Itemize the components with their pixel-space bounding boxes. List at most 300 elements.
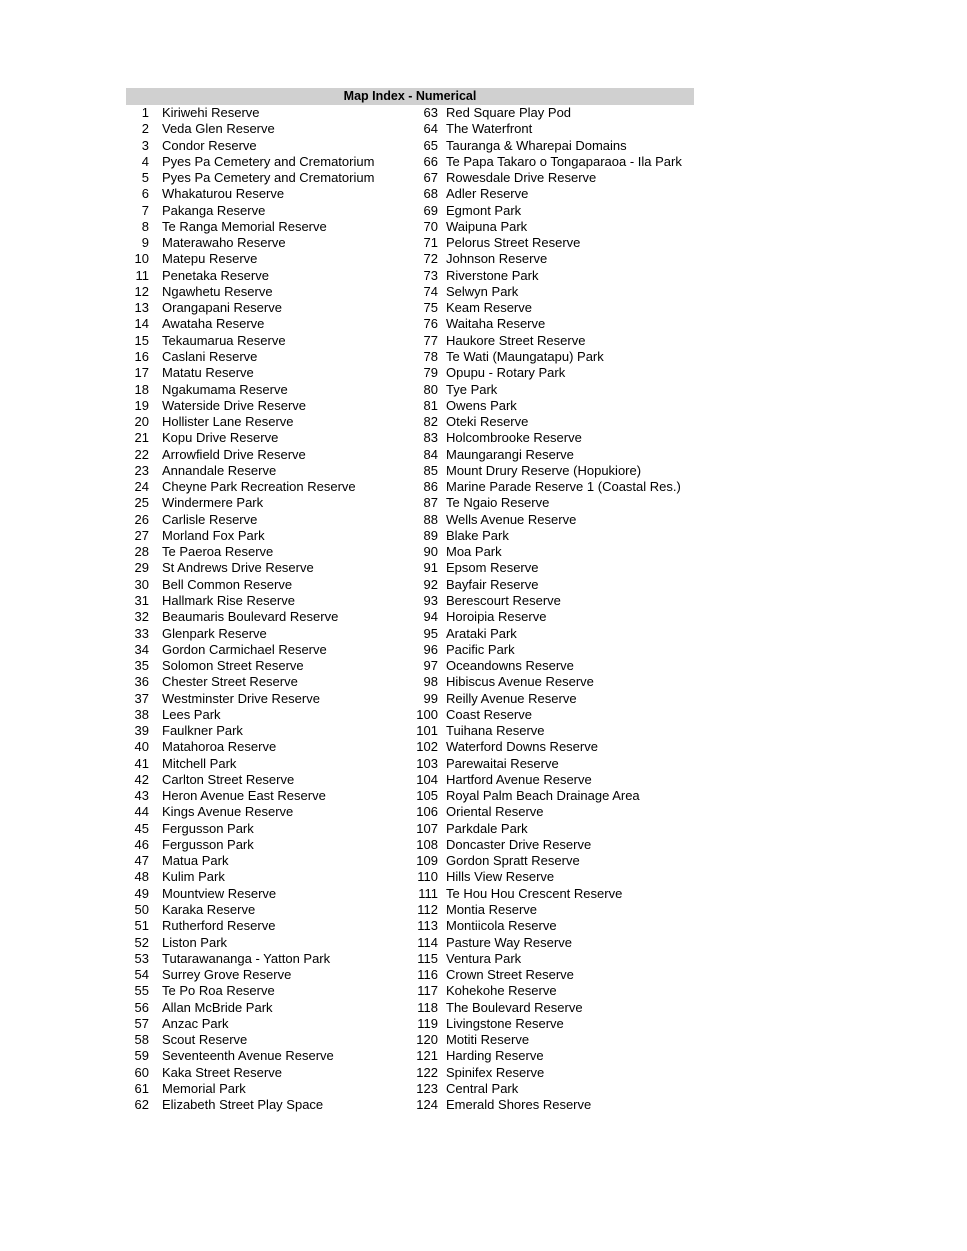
reserve-name: Te Wati (Maungatapu) Park bbox=[446, 348, 604, 364]
index-number: 45 bbox=[134, 820, 149, 836]
index-number: 34 bbox=[134, 641, 149, 657]
reserve-name: Haukore Street Reserve bbox=[446, 332, 586, 348]
index-number: 90 bbox=[423, 544, 438, 560]
index-row bbox=[126, 739, 411, 755]
index-row bbox=[411, 902, 694, 918]
reserve-name: Beaumaris Boulevard Reserve bbox=[162, 609, 339, 625]
reserve-name: Lees Park bbox=[162, 706, 221, 722]
index-number: 69 bbox=[423, 202, 438, 218]
index-number: 77 bbox=[423, 332, 438, 348]
index-row bbox=[126, 284, 411, 300]
index-row bbox=[411, 398, 694, 414]
index-row bbox=[411, 316, 694, 332]
reserve-name: Maungarangi Reserve bbox=[446, 446, 574, 462]
index-number: 59 bbox=[134, 1048, 149, 1064]
reserve-name: Adler Reserve bbox=[446, 186, 529, 202]
index-row bbox=[411, 365, 694, 381]
index-number: 93 bbox=[423, 592, 438, 608]
reserve-name: Keam Reserve bbox=[446, 300, 532, 316]
index-number: 43 bbox=[134, 788, 149, 804]
index-row bbox=[126, 154, 411, 170]
index-row bbox=[126, 251, 411, 267]
reserve-name: Materawaho Reserve bbox=[162, 235, 286, 251]
index-number: 48 bbox=[134, 869, 149, 885]
index-row bbox=[411, 447, 694, 463]
index-number: 108 bbox=[416, 836, 438, 852]
reserve-name: Condor Reserve bbox=[162, 137, 257, 153]
reserve-name: Rutherford Reserve bbox=[162, 918, 276, 934]
index-number: 40 bbox=[134, 739, 149, 755]
index-row bbox=[411, 642, 694, 658]
index-row bbox=[126, 268, 411, 284]
index-row bbox=[126, 983, 411, 999]
reserve-name: Parewaitai Reserve bbox=[446, 755, 559, 771]
index-row bbox=[411, 967, 694, 983]
index-number: 116 bbox=[417, 967, 438, 983]
index-number: 60 bbox=[134, 1064, 149, 1080]
index-row bbox=[411, 170, 694, 186]
index-number: 13 bbox=[134, 300, 149, 316]
index-row bbox=[411, 756, 694, 772]
index-number: 28 bbox=[134, 544, 149, 560]
reserve-name: Scout Reserve bbox=[162, 1032, 248, 1048]
index-number: 5 bbox=[141, 170, 149, 186]
reserve-name: Morland Fox Park bbox=[162, 527, 265, 543]
index-row bbox=[126, 235, 411, 251]
reserve-name: Awataha Reserve bbox=[162, 316, 265, 332]
index-row bbox=[411, 1048, 694, 1064]
index-number: 12 bbox=[134, 283, 149, 299]
index-row bbox=[126, 935, 411, 951]
index-row bbox=[126, 756, 411, 772]
reserve-name: Royal Palm Beach Drainage Area bbox=[446, 788, 640, 804]
reserve-name: Oceandowns Reserve bbox=[446, 658, 574, 674]
reserve-name: Liston Park bbox=[162, 934, 228, 950]
index-row bbox=[126, 121, 411, 137]
reserve-name: Matatu Reserve bbox=[162, 365, 254, 381]
index-number: 87 bbox=[423, 495, 438, 511]
index-number: 62 bbox=[134, 1097, 149, 1113]
reserve-name: Te Ranga Memorial Reserve bbox=[162, 218, 327, 234]
index-row bbox=[411, 593, 694, 609]
index-number: 67 bbox=[423, 170, 438, 186]
reserve-name: Hibiscus Avenue Reserve bbox=[446, 674, 594, 690]
reserve-name: Montiicola Reserve bbox=[446, 918, 557, 934]
reserve-name: Matua Park bbox=[162, 853, 229, 869]
index-number: 110 bbox=[417, 869, 438, 885]
index-number: 85 bbox=[423, 462, 438, 478]
index-row bbox=[411, 609, 694, 625]
index-number: 32 bbox=[134, 609, 149, 625]
index-number: 22 bbox=[134, 446, 149, 462]
index-row bbox=[411, 203, 694, 219]
index-number: 19 bbox=[134, 397, 149, 413]
index-number: 20 bbox=[134, 414, 149, 430]
index-number: 37 bbox=[134, 690, 149, 706]
index-number: 124 bbox=[416, 1097, 438, 1113]
reserve-name: Ngawhetu Reserve bbox=[162, 283, 273, 299]
index-number: 84 bbox=[423, 446, 438, 462]
index-row bbox=[126, 886, 411, 902]
reserve-name: Anzac Park bbox=[162, 1015, 229, 1031]
index-row bbox=[411, 251, 694, 267]
index-row bbox=[126, 365, 411, 381]
index-number: 63 bbox=[423, 105, 438, 120]
index-number: 78 bbox=[423, 348, 438, 364]
index-number: 17 bbox=[134, 365, 149, 381]
index-row bbox=[411, 219, 694, 235]
reserve-name: Hartford Avenue Reserve bbox=[446, 771, 592, 787]
index-row bbox=[411, 626, 694, 642]
index-row bbox=[126, 723, 411, 739]
index-row bbox=[411, 772, 694, 788]
reserve-name: Mountview Reserve bbox=[162, 885, 277, 901]
index-number: 80 bbox=[423, 381, 438, 397]
index-number: 25 bbox=[134, 495, 149, 511]
index-row bbox=[126, 626, 411, 642]
reserve-name: Orangapani Reserve bbox=[162, 300, 282, 316]
index-number: 15 bbox=[134, 332, 149, 348]
index-number: 39 bbox=[134, 723, 149, 739]
index-number: 119 bbox=[417, 1015, 438, 1031]
reserve-name: Cheyne Park Recreation Reserve bbox=[162, 479, 356, 495]
index-number: 8 bbox=[141, 218, 149, 234]
reserve-name: Waipuna Park bbox=[446, 218, 528, 234]
index-row bbox=[126, 674, 411, 690]
index-number: 26 bbox=[134, 511, 149, 527]
index-row bbox=[411, 528, 694, 544]
index-row bbox=[411, 804, 694, 820]
index-number: 96 bbox=[423, 641, 438, 657]
index-row bbox=[411, 886, 694, 902]
reserve-name: Hallmark Rise Reserve bbox=[162, 592, 295, 608]
index-number: 21 bbox=[134, 430, 149, 446]
index-row bbox=[126, 349, 411, 365]
reserve-name: Caslani Reserve bbox=[162, 348, 258, 364]
index-row bbox=[126, 869, 411, 885]
index-number: 115 bbox=[417, 950, 438, 966]
reserve-name: Parkdale Park bbox=[446, 820, 528, 836]
reserve-name: Ngakumama Reserve bbox=[162, 381, 288, 397]
index-number: 101 bbox=[416, 723, 438, 739]
index-number: 1 bbox=[141, 105, 149, 120]
right-column bbox=[411, 105, 694, 1113]
reserve-name: Holcombrooke Reserve bbox=[446, 430, 582, 446]
index-row bbox=[126, 528, 411, 544]
reserve-name: Tekaumarua Reserve bbox=[162, 332, 286, 348]
reserve-name: Horoipia Reserve bbox=[446, 609, 547, 625]
index-number: 117 bbox=[417, 983, 438, 999]
reserve-name: Te Po Roa Reserve bbox=[162, 983, 275, 999]
index-row bbox=[411, 544, 694, 560]
index-number: 27 bbox=[134, 527, 149, 543]
reserve-name: Memorial Park bbox=[162, 1080, 246, 1096]
reserve-name: Carlisle Reserve bbox=[162, 511, 258, 527]
reserve-name: Kopu Drive Reserve bbox=[162, 430, 279, 446]
reserve-name: Fergusson Park bbox=[162, 820, 254, 836]
reserve-name: Tutarawananga - Yatton Park bbox=[162, 950, 331, 966]
reserve-name: Tuihana Reserve bbox=[446, 723, 545, 739]
index-number: 104 bbox=[416, 771, 438, 787]
index-row bbox=[411, 154, 694, 170]
index-row bbox=[126, 495, 411, 511]
index-row bbox=[126, 1097, 411, 1113]
index-number: 42 bbox=[134, 771, 149, 787]
reserve-name: Surrey Grove Reserve bbox=[162, 967, 292, 983]
index-row bbox=[126, 691, 411, 707]
reserve-name: Rowesdale Drive Reserve bbox=[446, 170, 597, 186]
index-number: 94 bbox=[423, 609, 438, 625]
index-number: 99 bbox=[423, 690, 438, 706]
index-number: 74 bbox=[423, 283, 438, 299]
reserve-name: Ventura Park bbox=[446, 950, 522, 966]
index-row bbox=[126, 772, 411, 788]
index-row bbox=[126, 1048, 411, 1064]
reserve-name: Tye Park bbox=[446, 381, 498, 397]
index-number: 66 bbox=[423, 153, 438, 169]
index-number: 109 bbox=[416, 853, 438, 869]
reserve-name: Solomon Street Reserve bbox=[162, 658, 304, 674]
index-row bbox=[126, 642, 411, 658]
reserve-name: Matahoroa Reserve bbox=[162, 739, 277, 755]
index-row bbox=[411, 349, 694, 365]
reserve-name: Hills View Reserve bbox=[446, 869, 555, 885]
reserve-name: Crown Street Reserve bbox=[446, 967, 574, 983]
index-row bbox=[126, 837, 411, 853]
index-number: 107 bbox=[416, 820, 438, 836]
index-number: 35 bbox=[134, 658, 149, 674]
index-number: 41 bbox=[134, 755, 149, 771]
index-number: 103 bbox=[416, 755, 438, 771]
reserve-name: Matepu Reserve bbox=[162, 251, 258, 267]
index-number: 120 bbox=[416, 1032, 438, 1048]
index-number: 95 bbox=[423, 625, 438, 641]
reserve-name: Berescourt Reserve bbox=[446, 592, 561, 608]
reserve-name: Emerald Shores Reserve bbox=[446, 1097, 592, 1113]
index-row bbox=[411, 300, 694, 316]
reserve-name: Westminster Drive Reserve bbox=[162, 690, 320, 706]
index-number: 98 bbox=[423, 674, 438, 690]
index-number: 71 bbox=[423, 235, 438, 251]
reserve-name: Te Ngaio Reserve bbox=[446, 495, 550, 511]
index-number: 46 bbox=[134, 836, 149, 852]
index-row bbox=[126, 967, 411, 983]
index-number: 76 bbox=[423, 316, 438, 332]
index-row bbox=[411, 284, 694, 300]
index-number: 53 bbox=[134, 950, 149, 966]
index-row bbox=[411, 1000, 694, 1016]
index-row bbox=[126, 1016, 411, 1032]
index-row bbox=[126, 902, 411, 918]
index-number: 75 bbox=[423, 300, 438, 316]
reserve-name: Arrowfield Drive Reserve bbox=[162, 446, 306, 462]
index-row bbox=[411, 577, 694, 593]
index-row bbox=[411, 788, 694, 804]
index-number: 113 bbox=[417, 918, 438, 934]
index-row bbox=[126, 853, 411, 869]
index-row bbox=[126, 398, 411, 414]
index-row bbox=[411, 414, 694, 430]
reserve-name: Pyes Pa Cemetery and Crematorium bbox=[162, 170, 375, 186]
index-number: 83 bbox=[423, 430, 438, 446]
index-row bbox=[411, 560, 694, 576]
reserve-name: Bayfair Reserve bbox=[446, 576, 539, 592]
index-row bbox=[126, 1081, 411, 1097]
index-row bbox=[126, 414, 411, 430]
reserve-name: Te Papa Takaro o Tongaparaoa - Ila Park bbox=[446, 153, 682, 169]
reserve-name: Waterside Drive Reserve bbox=[162, 397, 307, 413]
index-number: 89 bbox=[423, 527, 438, 543]
index-row bbox=[126, 821, 411, 837]
index-number: 122 bbox=[416, 1064, 438, 1080]
reserve-name: Allan McBride Park bbox=[162, 999, 273, 1015]
reserve-name: Faulkner Park bbox=[162, 723, 243, 739]
reserve-name: Johnson Reserve bbox=[446, 251, 548, 267]
index-row bbox=[411, 658, 694, 674]
reserve-name: Windermere Park bbox=[162, 495, 264, 511]
index-row bbox=[411, 837, 694, 853]
index-row bbox=[126, 609, 411, 625]
reserve-name: Glenpark Reserve bbox=[162, 625, 267, 641]
index-row bbox=[411, 869, 694, 885]
reserve-name: Harding Reserve bbox=[446, 1048, 544, 1064]
reserve-name: Pacific Park bbox=[446, 641, 515, 657]
index-row bbox=[126, 658, 411, 674]
reserve-name: Kaka Street Reserve bbox=[162, 1064, 282, 1080]
reserve-name: Wells Avenue Reserve bbox=[446, 511, 577, 527]
index-row bbox=[126, 105, 411, 121]
index-row bbox=[126, 1065, 411, 1081]
reserve-name: The Boulevard Reserve bbox=[446, 999, 583, 1015]
index-number: 7 bbox=[141, 202, 149, 218]
reserve-name: Bell Common Reserve bbox=[162, 576, 293, 592]
index-row bbox=[126, 512, 411, 528]
index-number: 10 bbox=[134, 251, 149, 267]
index-number: 97 bbox=[423, 658, 438, 674]
index-row bbox=[126, 479, 411, 495]
index-number: 61 bbox=[134, 1080, 149, 1096]
index-number: 86 bbox=[423, 479, 438, 495]
reserve-name: Te Hou Hou Crescent Reserve bbox=[446, 885, 623, 901]
reserve-name: Pelorus Street Reserve bbox=[446, 235, 581, 251]
index-row bbox=[411, 821, 694, 837]
index-number: 58 bbox=[134, 1032, 149, 1048]
reserve-name: The Waterfront bbox=[446, 121, 533, 137]
reserve-name: Montia Reserve bbox=[446, 902, 538, 918]
index-row bbox=[411, 430, 694, 446]
index-row bbox=[411, 1016, 694, 1032]
index-row bbox=[126, 316, 411, 332]
reserve-name: Selwyn Park bbox=[446, 283, 519, 299]
index-row bbox=[126, 186, 411, 202]
reserve-name: Central Park bbox=[446, 1080, 519, 1096]
reserve-name: Heron Avenue East Reserve bbox=[162, 788, 326, 804]
reserve-name: Opupu - Rotary Park bbox=[446, 365, 566, 381]
index-row bbox=[126, 463, 411, 479]
index-row bbox=[411, 691, 694, 707]
index-number: 9 bbox=[141, 235, 149, 251]
index-number: 16 bbox=[134, 348, 149, 364]
reserve-name: Moa Park bbox=[446, 544, 502, 560]
reserve-name: Kings Avenue Reserve bbox=[162, 804, 294, 820]
index-number: 121 bbox=[416, 1048, 438, 1064]
index-number: 56 bbox=[134, 999, 149, 1015]
index-number: 47 bbox=[134, 853, 149, 869]
index-number: 4 bbox=[141, 153, 149, 169]
reserve-name: Epsom Reserve bbox=[446, 560, 539, 576]
index-number: 11 bbox=[135, 267, 149, 283]
index-number: 100 bbox=[416, 706, 438, 722]
index-row bbox=[126, 788, 411, 804]
reserve-name: Gordon Spratt Reserve bbox=[446, 853, 580, 869]
reserve-name: Pakanga Reserve bbox=[162, 202, 266, 218]
reserve-name: Marine Parade Reserve 1 (Coastal Res.) bbox=[446, 479, 681, 495]
index-number: 102 bbox=[416, 739, 438, 755]
index-number: 31 bbox=[134, 592, 149, 608]
index-row bbox=[126, 447, 411, 463]
index-number: 118 bbox=[417, 999, 438, 1015]
index-row bbox=[126, 544, 411, 560]
index-number: 105 bbox=[416, 788, 438, 804]
index-number: 68 bbox=[423, 186, 438, 202]
reserve-name: Penetaka Reserve bbox=[162, 267, 269, 283]
index-row bbox=[411, 333, 694, 349]
reserve-name: Mount Drury Reserve (Hopukiore) bbox=[446, 462, 642, 478]
index-row bbox=[411, 853, 694, 869]
index-number: 38 bbox=[134, 706, 149, 722]
index-row bbox=[411, 951, 694, 967]
index-row bbox=[126, 951, 411, 967]
reserve-name: Veda Glen Reserve bbox=[162, 121, 275, 137]
reserve-name: Egmont Park bbox=[446, 202, 522, 218]
index-row bbox=[411, 935, 694, 951]
reserve-name: Riverstone Park bbox=[446, 267, 539, 283]
index-row bbox=[126, 918, 411, 934]
index-row bbox=[126, 219, 411, 235]
reserve-name: Karaka Reserve bbox=[162, 902, 256, 918]
index-row bbox=[411, 382, 694, 398]
reserve-name: Motiti Reserve bbox=[446, 1032, 530, 1048]
index-row bbox=[411, 918, 694, 934]
reserve-name: Pasture Way Reserve bbox=[446, 934, 572, 950]
index-number: 106 bbox=[416, 804, 438, 820]
index-number: 49 bbox=[134, 885, 149, 901]
index-number: 18 bbox=[134, 381, 149, 397]
index-row bbox=[126, 804, 411, 820]
reserve-name: Mitchell Park bbox=[162, 755, 237, 771]
index-row bbox=[411, 463, 694, 479]
index-number: 54 bbox=[134, 967, 149, 983]
index-number: 123 bbox=[416, 1080, 438, 1096]
index-row bbox=[411, 723, 694, 739]
index-row bbox=[126, 707, 411, 723]
index-row bbox=[411, 983, 694, 999]
index-row bbox=[411, 235, 694, 251]
index-number: 82 bbox=[423, 414, 438, 430]
index-number: 36 bbox=[134, 674, 149, 690]
reserve-name: Seventeenth Avenue Reserve bbox=[162, 1048, 334, 1064]
index-row bbox=[126, 170, 411, 186]
reserve-name: Te Paeroa Reserve bbox=[162, 544, 274, 560]
reserve-name: Doncaster Drive Reserve bbox=[446, 836, 592, 852]
reserve-name: Elizabeth Street Play Space bbox=[162, 1097, 324, 1113]
index-number: 3 bbox=[141, 137, 149, 153]
reserve-name: Waterford Downs Reserve bbox=[446, 739, 598, 755]
map-index-title: Map Index - Numerical bbox=[126, 88, 694, 105]
index-number: 64 bbox=[423, 121, 438, 137]
reserve-name: Fergusson Park bbox=[162, 836, 254, 852]
index-number: 50 bbox=[134, 902, 149, 918]
